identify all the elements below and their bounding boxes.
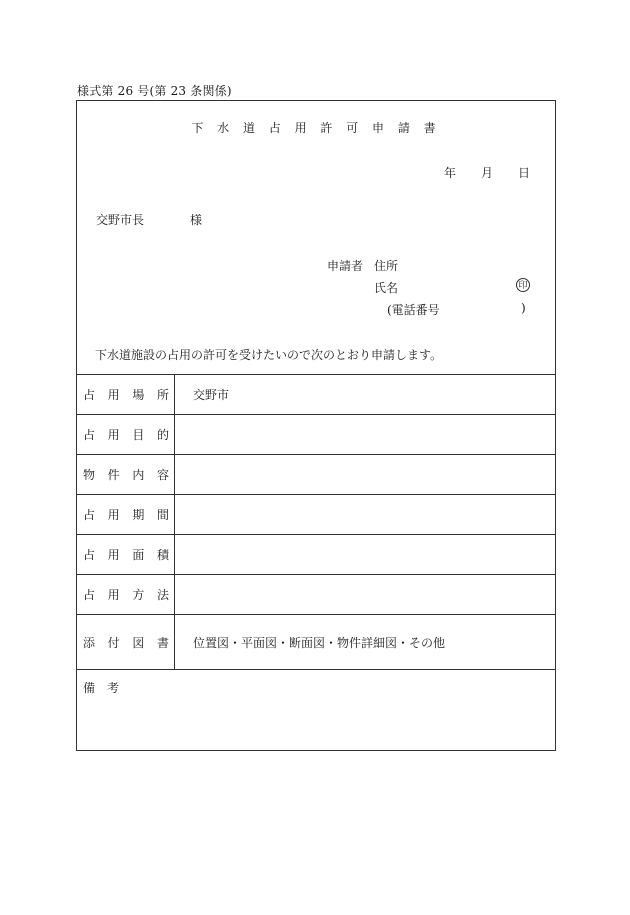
row-label-char: 占 [83,588,96,602]
row-value: 交野市 [193,388,230,402]
form-number: 様式第 26 号(第 23 条関係) [77,84,232,98]
row-label [77,575,175,614]
form-row [77,414,555,454]
date-month-label: 月 [481,166,494,180]
row-label-char: 用 [107,548,120,562]
row-label [77,375,175,414]
row-label-char: 的 [156,428,169,442]
row-label-char: 場 [132,388,145,402]
row-label-char: 内 [132,468,145,482]
row-label-char: 方 [132,588,145,602]
applicant-address-label: 住所 [374,259,399,273]
seal-mark: 印 [516,278,530,292]
form-row [77,374,555,414]
row-label-char: 目 [132,428,145,442]
row-label-char: 件 [107,468,120,482]
row-label-char: 間 [156,508,169,522]
applicant-label: 申請者 [327,259,364,273]
application-form [76,100,556,751]
form-row [77,614,555,669]
row-value: 位置図・平面図・断面図・物件詳細図・その他 [193,635,446,650]
row-label [77,495,175,534]
addressee-honorific: 様 [190,213,203,227]
row-label-char: 面 [132,548,145,562]
addressee-name: 交野市長 [96,213,145,227]
remarks-label [83,679,119,696]
form-row [77,574,555,614]
row-label-char: 図 [132,635,145,650]
form-row [77,454,555,494]
row-label [77,615,175,669]
row-label-char: 占 [83,388,96,402]
applicant-name-label: 氏名 [374,281,399,295]
row-label-char: 用 [107,588,120,602]
row-label-char: 法 [156,588,169,602]
phone-number-close: ) [521,301,526,315]
row-label-char: 書 [156,635,169,650]
row-label-char: 付 [107,635,120,650]
form-row [77,494,555,534]
row-label-char: 用 [107,388,120,402]
form-header [77,101,555,374]
row-label-char: 物 [83,468,96,482]
row-label-char: 占 [83,548,96,562]
form-row [77,534,555,574]
phone-number-label: (電話番号 [387,303,440,317]
row-label-char: 容 [156,468,169,482]
row-label [77,415,175,454]
date-day-label: 日 [518,166,531,180]
row-label-char: 積 [156,548,169,562]
remarks-label-char: 考 [106,681,119,695]
application-statement: 下水道施設の占用の許可を受けたいので次のとおり申請します。 [95,348,443,362]
row-label-char: 期 [132,508,145,522]
row-label-char: 添 [83,635,96,650]
date-year-label: 年 [444,166,457,180]
row-label-char: 占 [83,508,96,522]
remarks-label-char: 備 [83,681,96,695]
form-title: 下 水 道 占 用 許 可 申 請 書 [191,121,441,135]
row-label-char: 用 [107,508,120,522]
row-label [77,535,175,574]
row-label-char: 用 [107,428,120,442]
row-label-char: 所 [156,388,169,402]
row-label [77,455,175,494]
remarks-section [77,669,555,751]
row-label-char: 占 [83,428,96,442]
